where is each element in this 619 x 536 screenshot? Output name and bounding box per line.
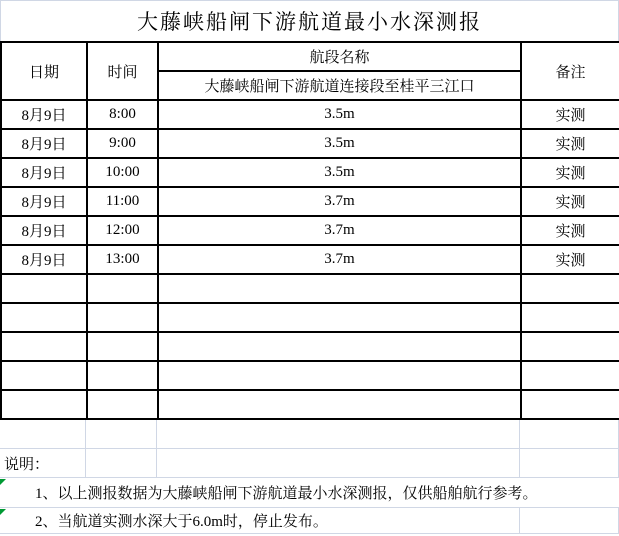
table-row: [1, 245, 619, 274]
empty-table-row: [1, 303, 619, 332]
time-cell[interactable]: [87, 361, 158, 390]
date-cell[interactable]: 8月9日: [1, 187, 87, 216]
time-cell[interactable]: [87, 332, 158, 361]
note-cell-2[interactable]: [0, 508, 520, 533]
remark-cell[interactable]: 实测: [521, 100, 619, 129]
remark-cell[interactable]: 实测: [521, 245, 619, 274]
date-cell[interactable]: [1, 274, 87, 303]
note-row-1: [0, 478, 619, 508]
empty-table-row: [1, 274, 619, 303]
remark-cell[interactable]: 实测: [521, 216, 619, 245]
date-cell[interactable]: 8月9日: [1, 158, 87, 187]
remark-cell[interactable]: 实测: [521, 129, 619, 158]
remark-cell[interactable]: 实测: [521, 187, 619, 216]
report-title-cell[interactable]: [0, 0, 619, 41]
time-cell[interactable]: 9:00: [87, 129, 158, 158]
sheet-cell[interactable]: [86, 449, 157, 477]
depth-cell[interactable]: [158, 274, 521, 303]
time-header[interactable]: 时间: [87, 42, 158, 100]
time-cell[interactable]: 10:00: [87, 158, 158, 187]
notes-label-row: [0, 449, 619, 478]
depth-cell[interactable]: 3.7m: [158, 216, 521, 245]
date-cell[interactable]: [1, 332, 87, 361]
report-title: 大藤峡船闸下游航道最小水深测报: [137, 10, 482, 34]
note-cell-1[interactable]: [0, 478, 619, 507]
date-cell[interactable]: 8月9日: [1, 216, 87, 245]
sheet-cell[interactable]: [520, 449, 619, 477]
time-cell[interactable]: [87, 303, 158, 332]
empty-table-row: [1, 390, 619, 419]
remark-cell[interactable]: [521, 361, 619, 390]
error-marker-icon: [0, 509, 6, 515]
header-row-1: [1, 42, 619, 71]
notes-label-cell[interactable]: [0, 449, 86, 477]
depth-cell[interactable]: 3.5m: [158, 100, 521, 129]
empty-table-row: [1, 332, 619, 361]
time-cell[interactable]: 13:00: [87, 245, 158, 274]
note-item-1: 1、以上测报数据为大藤峡船闸下游航道最小水深测报，仅供船舶航行参考。: [35, 486, 538, 502]
sheet-cell[interactable]: [86, 420, 157, 448]
sheet-cell[interactable]: [520, 508, 619, 533]
sheet-empty-row: [0, 420, 619, 449]
remark-cell[interactable]: [521, 390, 619, 419]
empty-table-row: [1, 361, 619, 390]
date-cell[interactable]: [1, 390, 87, 419]
depth-cell[interactable]: 3.7m: [158, 187, 521, 216]
date-cell[interactable]: [1, 303, 87, 332]
depth-cell[interactable]: [158, 361, 521, 390]
section-group-header[interactable]: 航段名称: [158, 42, 521, 71]
section-name-header[interactable]: 大藤峡船闸下游航道连接段至桂平三江口: [158, 71, 521, 100]
table-row: [1, 100, 619, 129]
remark-cell[interactable]: [521, 332, 619, 361]
sheet-cell[interactable]: [157, 449, 520, 477]
remark-header[interactable]: 备注: [521, 42, 619, 100]
date-cell[interactable]: 8月9日: [1, 100, 87, 129]
error-marker-icon: [0, 479, 6, 485]
table-row: [1, 187, 619, 216]
remark-cell[interactable]: [521, 274, 619, 303]
note-item-2: 2、当航道实测水深大于6.0m时，停止发布。: [35, 514, 328, 530]
time-cell[interactable]: 12:00: [87, 216, 158, 245]
date-header[interactable]: 日期: [1, 42, 87, 100]
time-cell[interactable]: [87, 274, 158, 303]
table-row: [1, 216, 619, 245]
depth-cell[interactable]: 3.7m: [158, 245, 521, 274]
time-cell[interactable]: 8:00: [87, 100, 158, 129]
time-cell[interactable]: 11:00: [87, 187, 158, 216]
date-cell[interactable]: 8月9日: [1, 245, 87, 274]
remark-cell[interactable]: 实测: [521, 158, 619, 187]
sheet-cell[interactable]: [157, 420, 520, 448]
depth-cell[interactable]: [158, 303, 521, 332]
depth-cell[interactable]: [158, 390, 521, 419]
notes-label: 说明：: [4, 456, 50, 473]
depth-cell[interactable]: 3.5m: [158, 158, 521, 187]
table-row: [1, 129, 619, 158]
date-cell[interactable]: [1, 361, 87, 390]
depth-cell[interactable]: [158, 332, 521, 361]
remark-cell[interactable]: [521, 303, 619, 332]
note-row-2: [0, 508, 619, 534]
sheet-cell[interactable]: [0, 420, 86, 448]
sheet-cell[interactable]: [520, 420, 619, 448]
depth-table: [0, 41, 619, 420]
date-cell[interactable]: 8月9日: [1, 129, 87, 158]
table-row: [1, 158, 619, 187]
time-cell[interactable]: [87, 390, 158, 419]
depth-cell[interactable]: 3.5m: [158, 129, 521, 158]
